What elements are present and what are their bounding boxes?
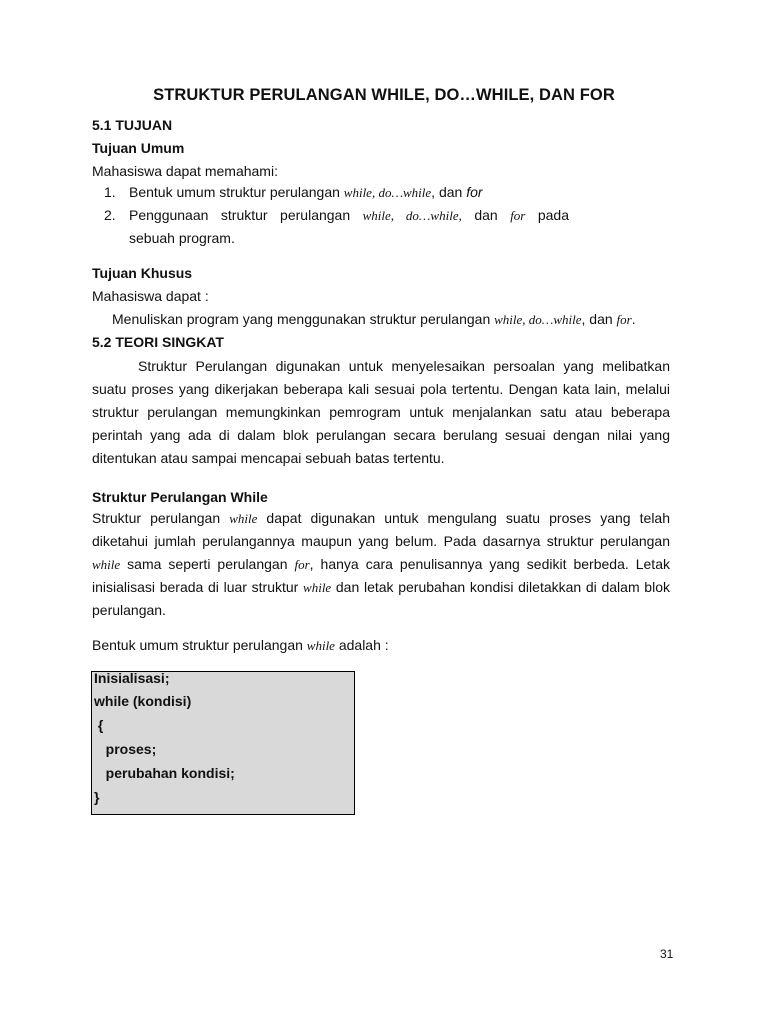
subheading-tujuan-khusus: Tujuan Khusus [92,265,193,281]
keyword-while: while [303,580,332,595]
keyword-while: while [92,557,121,572]
specific-text: , dan [581,311,617,327]
objectives-list [92,181,572,250]
keyword-while: while, do…while [343,185,432,200]
code-line: perubahan kondisi; [94,765,235,781]
specific-intro: Mahasiswa dapat : [92,288,209,304]
keyword-for: for [616,312,632,327]
code-line: } [94,789,100,805]
specific-text: Menuliskan program yang menggunakan struktur perulangan [112,311,495,327]
paragraph-text: dapat digunakan untuk mengulang suatu proses yang telah [257,510,670,526]
list-item-text: Bentuk umum struktur perulangan [129,184,344,200]
paragraph-text: , hanya cara penulisannya yang sedikit berbeda. Letak [309,556,670,572]
paragraph-line [92,507,670,530]
paragraph-text: adalah : [334,637,389,653]
list-item [92,204,572,250]
general-form-intro [92,634,389,657]
paragraph-text: Struktur perulangan [92,510,230,526]
list-item-text: sebuah program. [129,230,235,246]
subheading-tujuan-umum: Tujuan Umum [92,140,185,156]
code-line: { [94,717,104,733]
code-block [91,671,355,815]
list-item-line [129,204,569,227]
paragraph-text: sama seperti perulangan [120,556,295,572]
keyword-while: while, do…while [494,312,582,327]
paragraph-line: struktur perulangan memungkinkan pemrogram untuk menjalankan satu atau beberapa [92,404,670,420]
paragraph-line: suatu proses yang dikerjakan beberapa kali sesuai pola tertentu. Dengan kata lain, melalui [92,381,670,397]
specific-text: . [631,311,636,327]
section-heading-teori: 5.2 TEORI SINGKAT [92,334,224,350]
general-intro: Mahasiswa dapat memahami: [92,163,278,179]
paragraph-line: diketahui jumlah perulangannya maupun yang belum. Pada dasarnya struktur perulangan [92,533,670,549]
paragraph-line: ditentukan atau sampai mencapai sebuah batas tertentu. [92,450,445,466]
paragraph-line [92,576,670,599]
keyword-while: while [306,638,335,653]
list-item [92,181,572,204]
keyword-while: while, do…while, [362,208,462,223]
paragraph-line: Struktur Perulangan digunakan untuk menyelesaikan persoalan yang melibatkan [138,358,670,374]
paragraph-text: Bentuk umum struktur perulangan [92,637,307,653]
list-item-text: Penggunaan struktur perulangan [129,207,363,223]
paragraph-line [92,553,670,576]
page-title: STRUKTUR PERULANGAN WHILE, DO…WHILE, DAN FOR [153,86,615,104]
paragraph-line: perintah yang ada di dalam blok perulangan secara berulang sesuai dengan nilai yang [92,427,670,443]
keyword-while: while [229,511,258,526]
list-item-text: , dan [431,184,467,200]
keyword-for: for [466,184,483,200]
paragraph-text: inisialisasi berada di luar struktur [92,579,304,595]
list-item-text: dan [461,207,511,223]
keyword-for: for [510,208,526,223]
code-line: Inisialisasi; [94,670,170,686]
list-item-number: 1. [104,184,116,200]
section-heading-tujuan: 5.1 TUJUAN [92,117,173,133]
paragraph-text: dan letak perubahan kondisi diletakkan di dalam blok [331,579,670,595]
code-line: proses; [94,741,157,757]
keyword-for: for [294,557,310,572]
list-item-text: pada [525,207,569,223]
code-line: while (kondisi) [94,693,192,709]
paragraph-line: perulangan. [92,602,166,618]
specific-objective [112,308,636,331]
page-number: 31 [660,947,674,961]
list-item-number: 2. [104,207,116,223]
subheading-while: Struktur Perulangan While [92,489,268,505]
theory-paragraph [92,355,670,470]
while-paragraph [92,507,670,622]
